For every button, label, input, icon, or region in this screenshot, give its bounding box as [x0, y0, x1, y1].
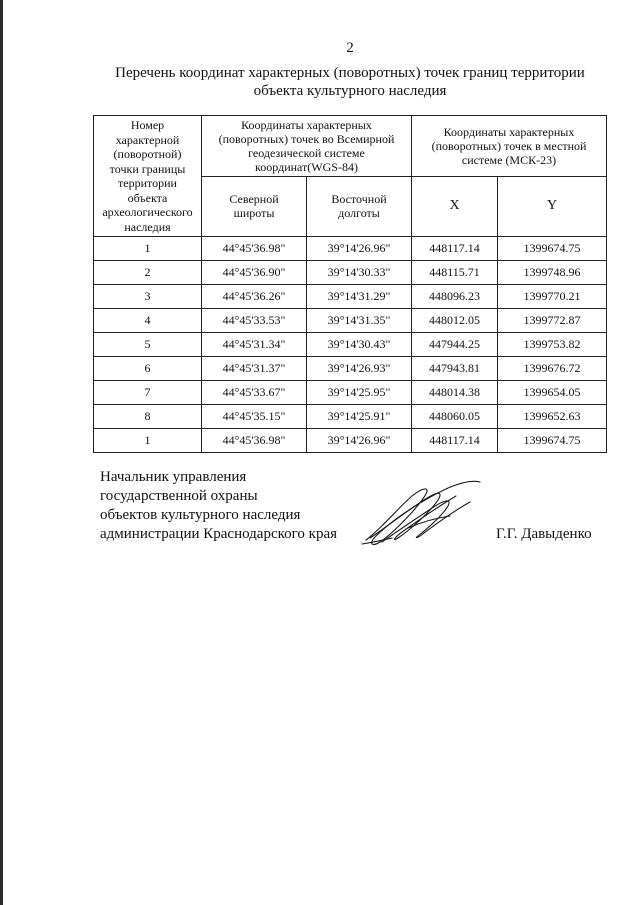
cell-latitude: 44°45'35.15": [202, 405, 307, 429]
table-row: [94, 285, 607, 309]
table-row: [94, 405, 607, 429]
header-msk23-group: Координаты характерных (поворотных) точек в местной системе (МСК-23): [412, 116, 607, 177]
cell-latitude: 44°45'36.98": [202, 429, 307, 453]
cell-point-number: 4: [94, 309, 202, 333]
cell-point-number: 6: [94, 357, 202, 381]
cell-y: 1399748.96: [498, 261, 607, 285]
signatory-title-line: администрации Краснодарского края: [100, 526, 338, 542]
header-wgs84-group: Координаты характерных (поворотных) точек во Всемирной геодезической системе координат(WGS-84): [202, 116, 412, 177]
cell-latitude: 44°45'36.98": [202, 237, 307, 261]
cell-y: 1399674.75: [498, 237, 607, 261]
cell-longitude: 39°14'31.35": [307, 309, 412, 333]
document-title-line-1: Перечень координат характерных (поворотных) точек границ территории: [115, 65, 585, 81]
table-row: [94, 381, 607, 405]
signatory-name: Г.Г. Давыденко: [496, 526, 592, 542]
cell-x: 448117.14: [412, 237, 498, 261]
page-edge-shadow: [0, 0, 3, 905]
cell-x: 447944.25: [412, 333, 498, 357]
table-header-row-1: [94, 116, 607, 177]
cell-longitude: 39°14'26.96": [307, 237, 412, 261]
cell-y: 1399654.05: [498, 381, 607, 405]
cell-y: 1399652.63: [498, 405, 607, 429]
cell-x: 448115.71: [412, 261, 498, 285]
table-row: [94, 333, 607, 357]
table-row: [94, 237, 607, 261]
cell-y: 1399770.21: [498, 285, 607, 309]
coordinates-table: [93, 115, 607, 453]
cell-point-number: 8: [94, 405, 202, 429]
cell-longitude: 39°14'30.43": [307, 333, 412, 357]
cell-latitude: 44°45'36.90": [202, 261, 307, 285]
signatory-title-line: объектов культурного наследия: [100, 507, 301, 523]
signatory-title: [100, 468, 337, 544]
cell-longitude: 39°14'25.91": [307, 405, 412, 429]
cell-point-number: 2: [94, 261, 202, 285]
cell-y: 1399753.82: [498, 333, 607, 357]
cell-longitude: 39°14'25.95": [307, 381, 412, 405]
cell-y: 1399674.75: [498, 429, 607, 453]
table-row: [94, 357, 607, 381]
cell-latitude: 44°45'33.67": [202, 381, 307, 405]
table-row: [94, 429, 607, 453]
cell-latitude: 44°45'33.53": [202, 309, 307, 333]
cell-x: 448012.05: [412, 309, 498, 333]
cell-y: 1399676.72: [498, 357, 607, 381]
cell-longitude: 39°14'31.29": [307, 285, 412, 309]
header-north-latitude: Северной широты: [202, 176, 307, 237]
document-title: [94, 64, 606, 100]
table-row: [94, 309, 607, 333]
cell-x: 448117.14: [412, 429, 498, 453]
cell-point-number: 7: [94, 381, 202, 405]
cell-point-number: 3: [94, 285, 202, 309]
signatory-title-line: Начальник управления: [100, 469, 247, 485]
handwritten-signature: [352, 478, 492, 550]
header-east-longitude: Восточной долготы: [307, 176, 412, 237]
header-x: X: [412, 176, 498, 237]
cell-x: 448060.05: [412, 405, 498, 429]
cell-latitude: 44°45'31.34": [202, 333, 307, 357]
cell-x: 448096.23: [412, 285, 498, 309]
cell-point-number: 5: [94, 333, 202, 357]
cell-point-number: 1: [94, 237, 202, 261]
cell-longitude: 39°14'26.96": [307, 429, 412, 453]
document-title-line-2: объекта культурного наследия: [253, 83, 447, 99]
cell-x: 447943.81: [412, 357, 498, 381]
cell-latitude: 44°45'36.26": [202, 285, 307, 309]
table-row: [94, 261, 607, 285]
page-number: 2: [346, 40, 354, 56]
cell-latitude: 44°45'31.37": [202, 357, 307, 381]
cell-point-number: 1: [94, 429, 202, 453]
cell-longitude: 39°14'26.93": [307, 357, 412, 381]
header-point-number: Номер характерной (поворотной) точки границы территории объекта археологического наследия: [94, 116, 202, 237]
cell-x: 448014.38: [412, 381, 498, 405]
cell-y: 1399772.87: [498, 309, 607, 333]
header-y: Y: [498, 176, 607, 237]
cell-longitude: 39°14'30.33": [307, 261, 412, 285]
signatory-title-line: государственной охраны: [100, 488, 258, 504]
